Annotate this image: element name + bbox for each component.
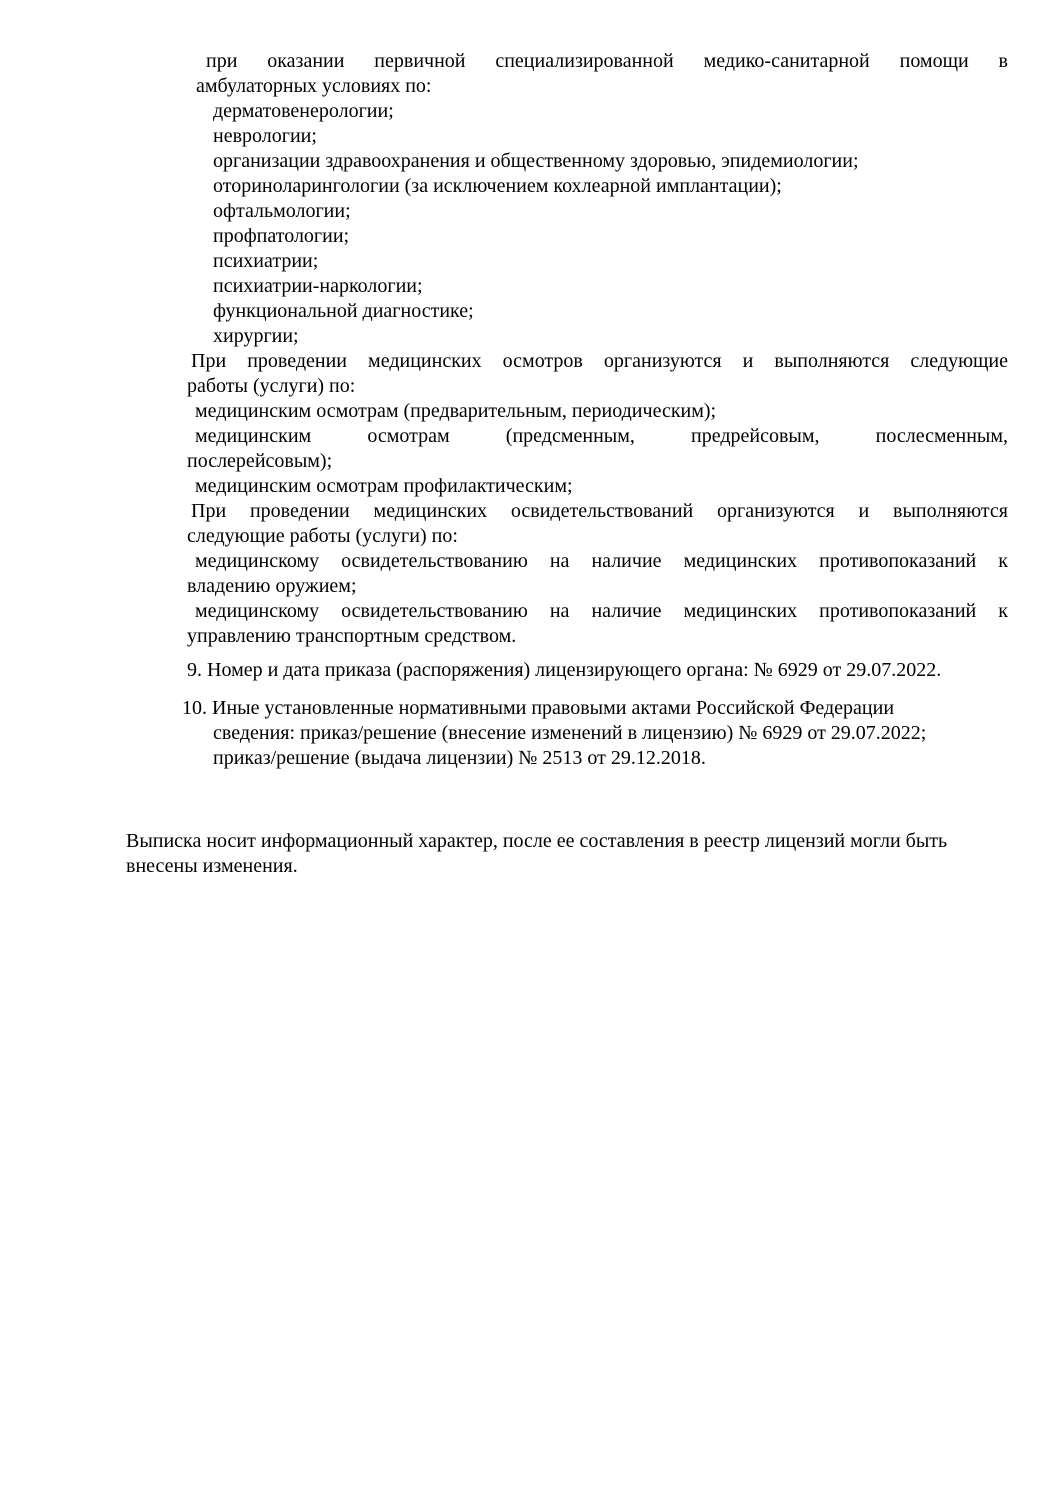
intro-paragraph-line: при оказании первичной специализированной медико-санитарной помощи в	[206, 50, 1008, 72]
certification-service-line: управлению транспортным средством.	[187, 625, 517, 647]
item-10-line: приказ/решение (выдача лицензии) № 2513 от 29.12.2018.	[213, 747, 706, 769]
specialty-list-item: хирургии;	[213, 325, 299, 347]
exam-service-line: послерейсовым);	[187, 450, 333, 472]
specialty-list-item: неврологии;	[213, 125, 317, 147]
exam-service-line: медицинским осмотрам (предварительным, периодическим);	[195, 400, 717, 422]
exam-service-line: медицинским осмотрам (предсменным, предрейсовым, послесменным,	[195, 425, 1008, 447]
disclaimer-line: внесены изменения.	[126, 855, 298, 877]
document-body	[0, 49, 1061, 879]
medical-exams-paragraph-line: При проведении медицинских осмотров организуются и выполняются следующие	[191, 350, 1008, 372]
item-10-line: 10. Иные установленные нормативными правовыми актами Российской Федерации	[182, 697, 895, 719]
intro-paragraph-line: амбулаторных условиях по:	[196, 75, 432, 97]
item-9-line: 9. Номер и дата приказа (распоряжения) лицензирующего органа: № 6929 от 29.07.2022.	[187, 659, 942, 681]
certifications-paragraph-line: следующие работы (услуги) по:	[187, 525, 458, 547]
specialty-list-item: оториноларингологии (за исключением кохлеарной имплантации);	[213, 175, 782, 197]
certification-service-line: владению оружием;	[187, 575, 357, 597]
medical-exams-paragraph-line: работы (услуги) по:	[187, 375, 356, 397]
specialty-list-item: офтальмологии;	[213, 200, 351, 222]
specialty-list-item: психиатрии;	[213, 250, 319, 272]
specialty-list-item: функциональной диагностике;	[213, 300, 474, 322]
specialty-list-item: психиатрии-наркологии;	[213, 275, 423, 297]
certification-service-line: медицинскому освидетельствованию на наличие медицинских противопоказаний к	[195, 600, 1008, 622]
specialty-list-item: дерматовенерологии;	[213, 100, 394, 122]
specialty-list-item: профпатологии;	[213, 225, 350, 247]
specialty-list-item: организации здравоохранения и общественному здоровью, эпидемиологии;	[213, 150, 859, 172]
certification-service-line: медицинскому освидетельствованию на наличие медицинских противопоказаний к	[195, 550, 1008, 572]
item-10-line: сведения: приказ/решение (внесение изменений в лицензию) № 6929 от 29.07.2022;	[213, 722, 927, 744]
certifications-paragraph-line: При проведении медицинских освидетельствований организуются и выполняются	[191, 500, 1008, 522]
disclaimer-line: Выписка носит информационный характер, после ее составления в реестр лицензий могли быть	[126, 830, 948, 852]
exam-service-line: медицинским осмотрам профилактическим;	[195, 475, 573, 497]
